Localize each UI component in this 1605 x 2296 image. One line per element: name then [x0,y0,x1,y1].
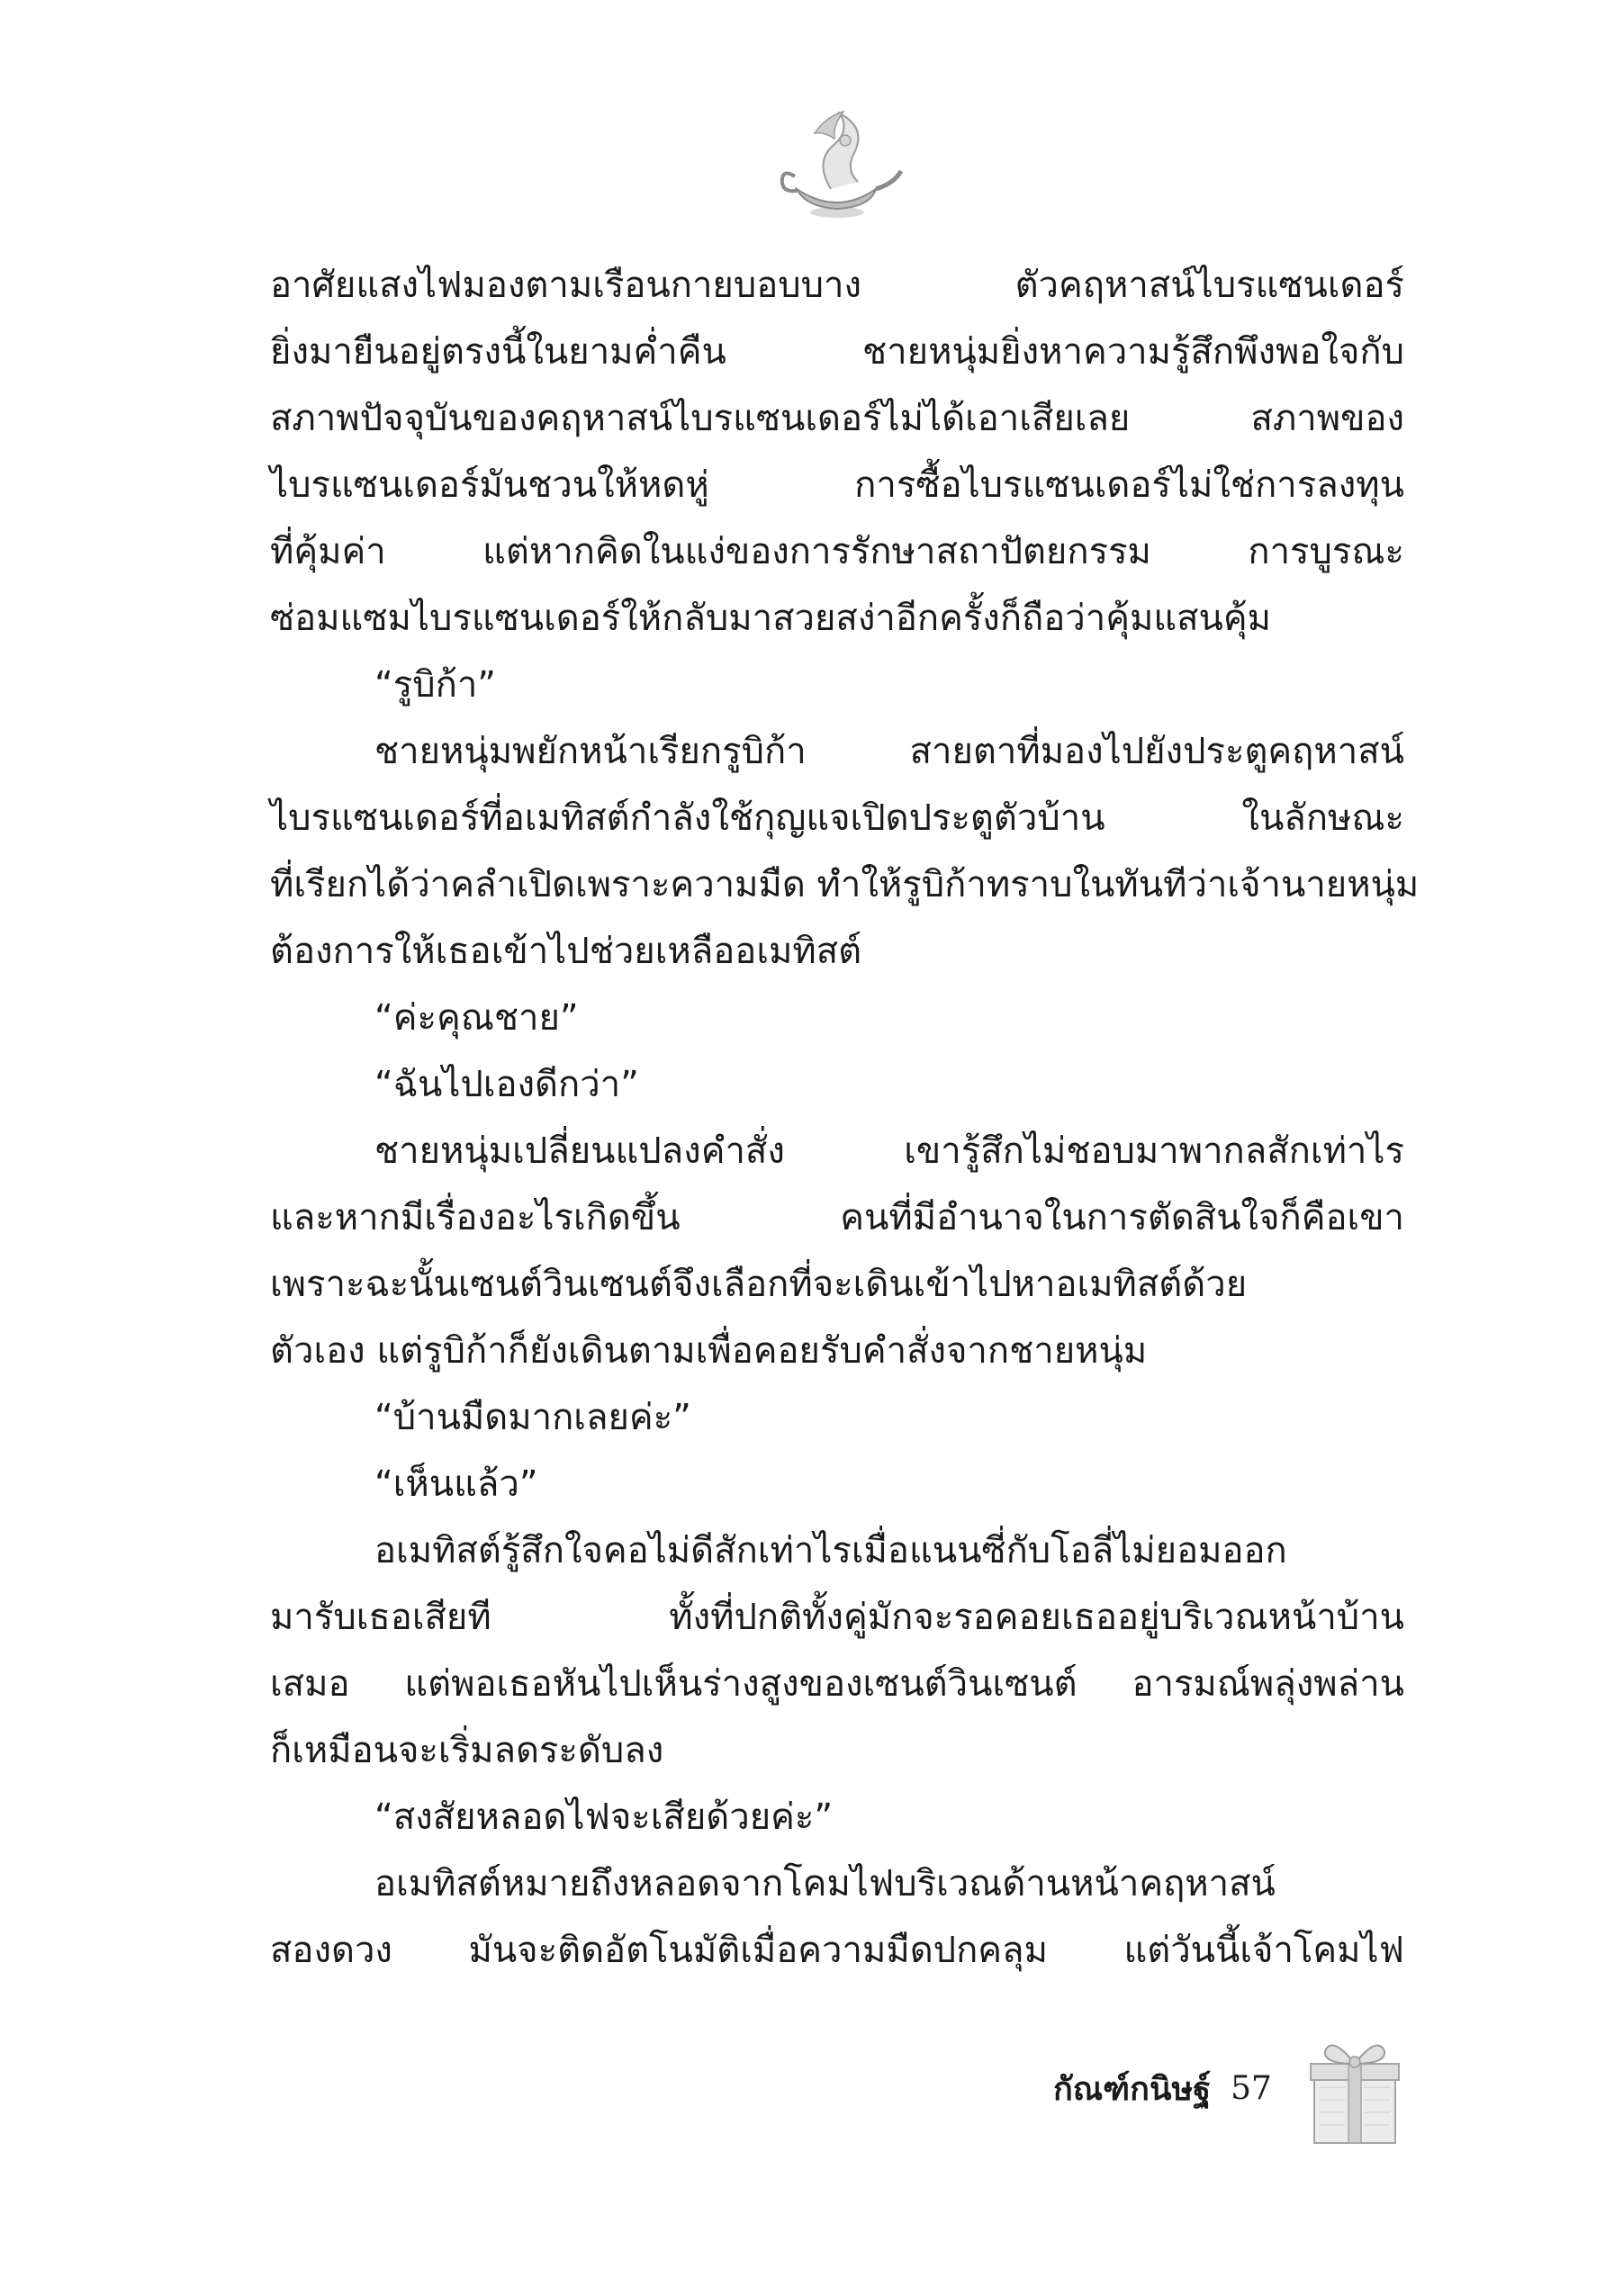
dialogue-line [270,652,1404,718]
paragraph [270,1118,1404,1384]
text-line: “สงสัยหลอดไฟจะเสียด้วยค่ะ” [374,1796,834,1838]
dialogue-line [270,1451,1404,1517]
running-title: กัณฑ์กนิษฐ์ [1053,2070,1212,2108]
text-line: เสมอ แต่พอเธอหันไปเห็นร่างสูงของเซนต์วินเซนต์ อารมณ์พลุ่งพล่าน [270,1663,1404,1705]
text-line: ชายหนุ่มเปลี่ยนแปลงคำสั่ง เขารู้สึกไม่ชอบมาพากลสักเท่าไร [374,1130,1404,1172]
text-line: อเมทิสต์รู้สึกใจคอไม่ดีสักเท่าไรเมื่อแนนซี่กับโอลี่ไม่ยอมออก [374,1530,1287,1571]
text-line: “รูบิก้า” [374,664,496,706]
text-line: ชายหนุ่มพยักหน้าเรียกรูบิก้า สายตาที่มองไปยังประตูคฤหาสน์ [374,731,1404,772]
text-line: ก็เหมือนจะเริ่มลดระดับลง [270,1730,664,1771]
paragraph [270,1517,1404,1784]
gift-box-icon [1305,2030,1404,2147]
text-line: อาศัยแสงไฟมองตามเรือนกายบอบบาง ตัวคฤหาสน์ไบรแซนเดอร์ [270,265,1404,306]
dialogue-line [270,1051,1404,1118]
text-line: ที่คุ้มค่า แต่หากคิดในแง่ของการรักษาสถาปัตยกรรม การบูรณะ [270,531,1404,572]
text-line: และหากมีเรื่องอะไรเกิดขึ้น คนที่มีอำนาจในการตัดสินใจก็คือเขา [270,1197,1404,1238]
text-line: “เห็นแล้ว” [374,1463,538,1505]
text-line: “ค่ะคุณชาย” [374,997,579,1039]
text-line: ต้องการให้เธอเข้าไปช่วยเหลืออเมทิสต์ [270,931,862,972]
text-line: “บ้านมืดมากเลยค่ะ” [374,1397,691,1438]
dialogue-line [270,985,1404,1051]
paragraph [270,718,1420,985]
text-line: สภาพปัจจุบันของคฤหาสน์ไบรแซนเดอร์ไม่ได้เอาเสียเลย สภาพของ [270,398,1404,439]
text-line: ยิ่งมายืนอยู่ตรงนี้ในยามค่ำคืน ชายหนุ่มยิ่งหาความรู้สึกพึงพอใจกับ [270,331,1404,373]
text-line: “ฉันไปเองดีกว่า” [374,1064,639,1105]
text-line: ไบรแซนเดอร์ที่อเมทิสต์กำลังใช้กุญแจเปิดประตูตัวบ้าน ในลักษณะ [270,797,1404,839]
paragraph [270,252,1404,652]
text-line: เพราะฉะนั้นเซนต์วินเซนต์จึงเลือกที่จะเดินเข้าไปหาอเมทิสต์ด้วย [270,1264,1248,1305]
text-line: ไบรแซนเดอร์มันชวนให้หดหู่ การซื้อไบรแซนเดอร์ไม่ใช่การลงทุน [270,464,1404,506]
page-footer [1053,2048,1272,2129]
dialogue-line [270,1784,1404,1850]
text-line: ตัวเอง แต่รูบิก้าก็ยังเดินตามเพื่อคอยรับคำสั่งจากชายหนุ่ม [270,1330,1148,1372]
genie-lamp-icon [770,106,905,228]
text-line: ที่เรียกได้ว่าคลำเปิดเพราะความมืด ทำให้รูบิก้าทราบในทันทีว่าเจ้านายหนุ่ม [270,864,1420,905]
page-number: 57 [1231,2069,1272,2107]
text-line: สองดวง มันจะติดอัตโนมัติเมื่อความมืดปกคลุม แต่วันนี้เจ้าโคมไฟ [270,1930,1404,1971]
text-line: อเมทิสต์หมายถึงหลอดจากโคมไฟบริเวณด้านหน้าคฤหาสน์ [374,1863,1276,1904]
text-line: ซ่อมแซมไบรแซนเดอร์ให้กลับมาสวยสง่าอีกครั้งก็ถือว่าคุ้มแสนคุ้ม [270,598,1272,639]
text-line: มารับเธอเสียที ทั้งที่ปกติทั้งคู่มักจะรอคอยเธออยู่บริเวณหน้าบ้าน [270,1597,1404,1638]
paragraph [270,1850,1404,1984]
body-text [270,252,1420,1984]
dialogue-line [270,1384,1404,1451]
